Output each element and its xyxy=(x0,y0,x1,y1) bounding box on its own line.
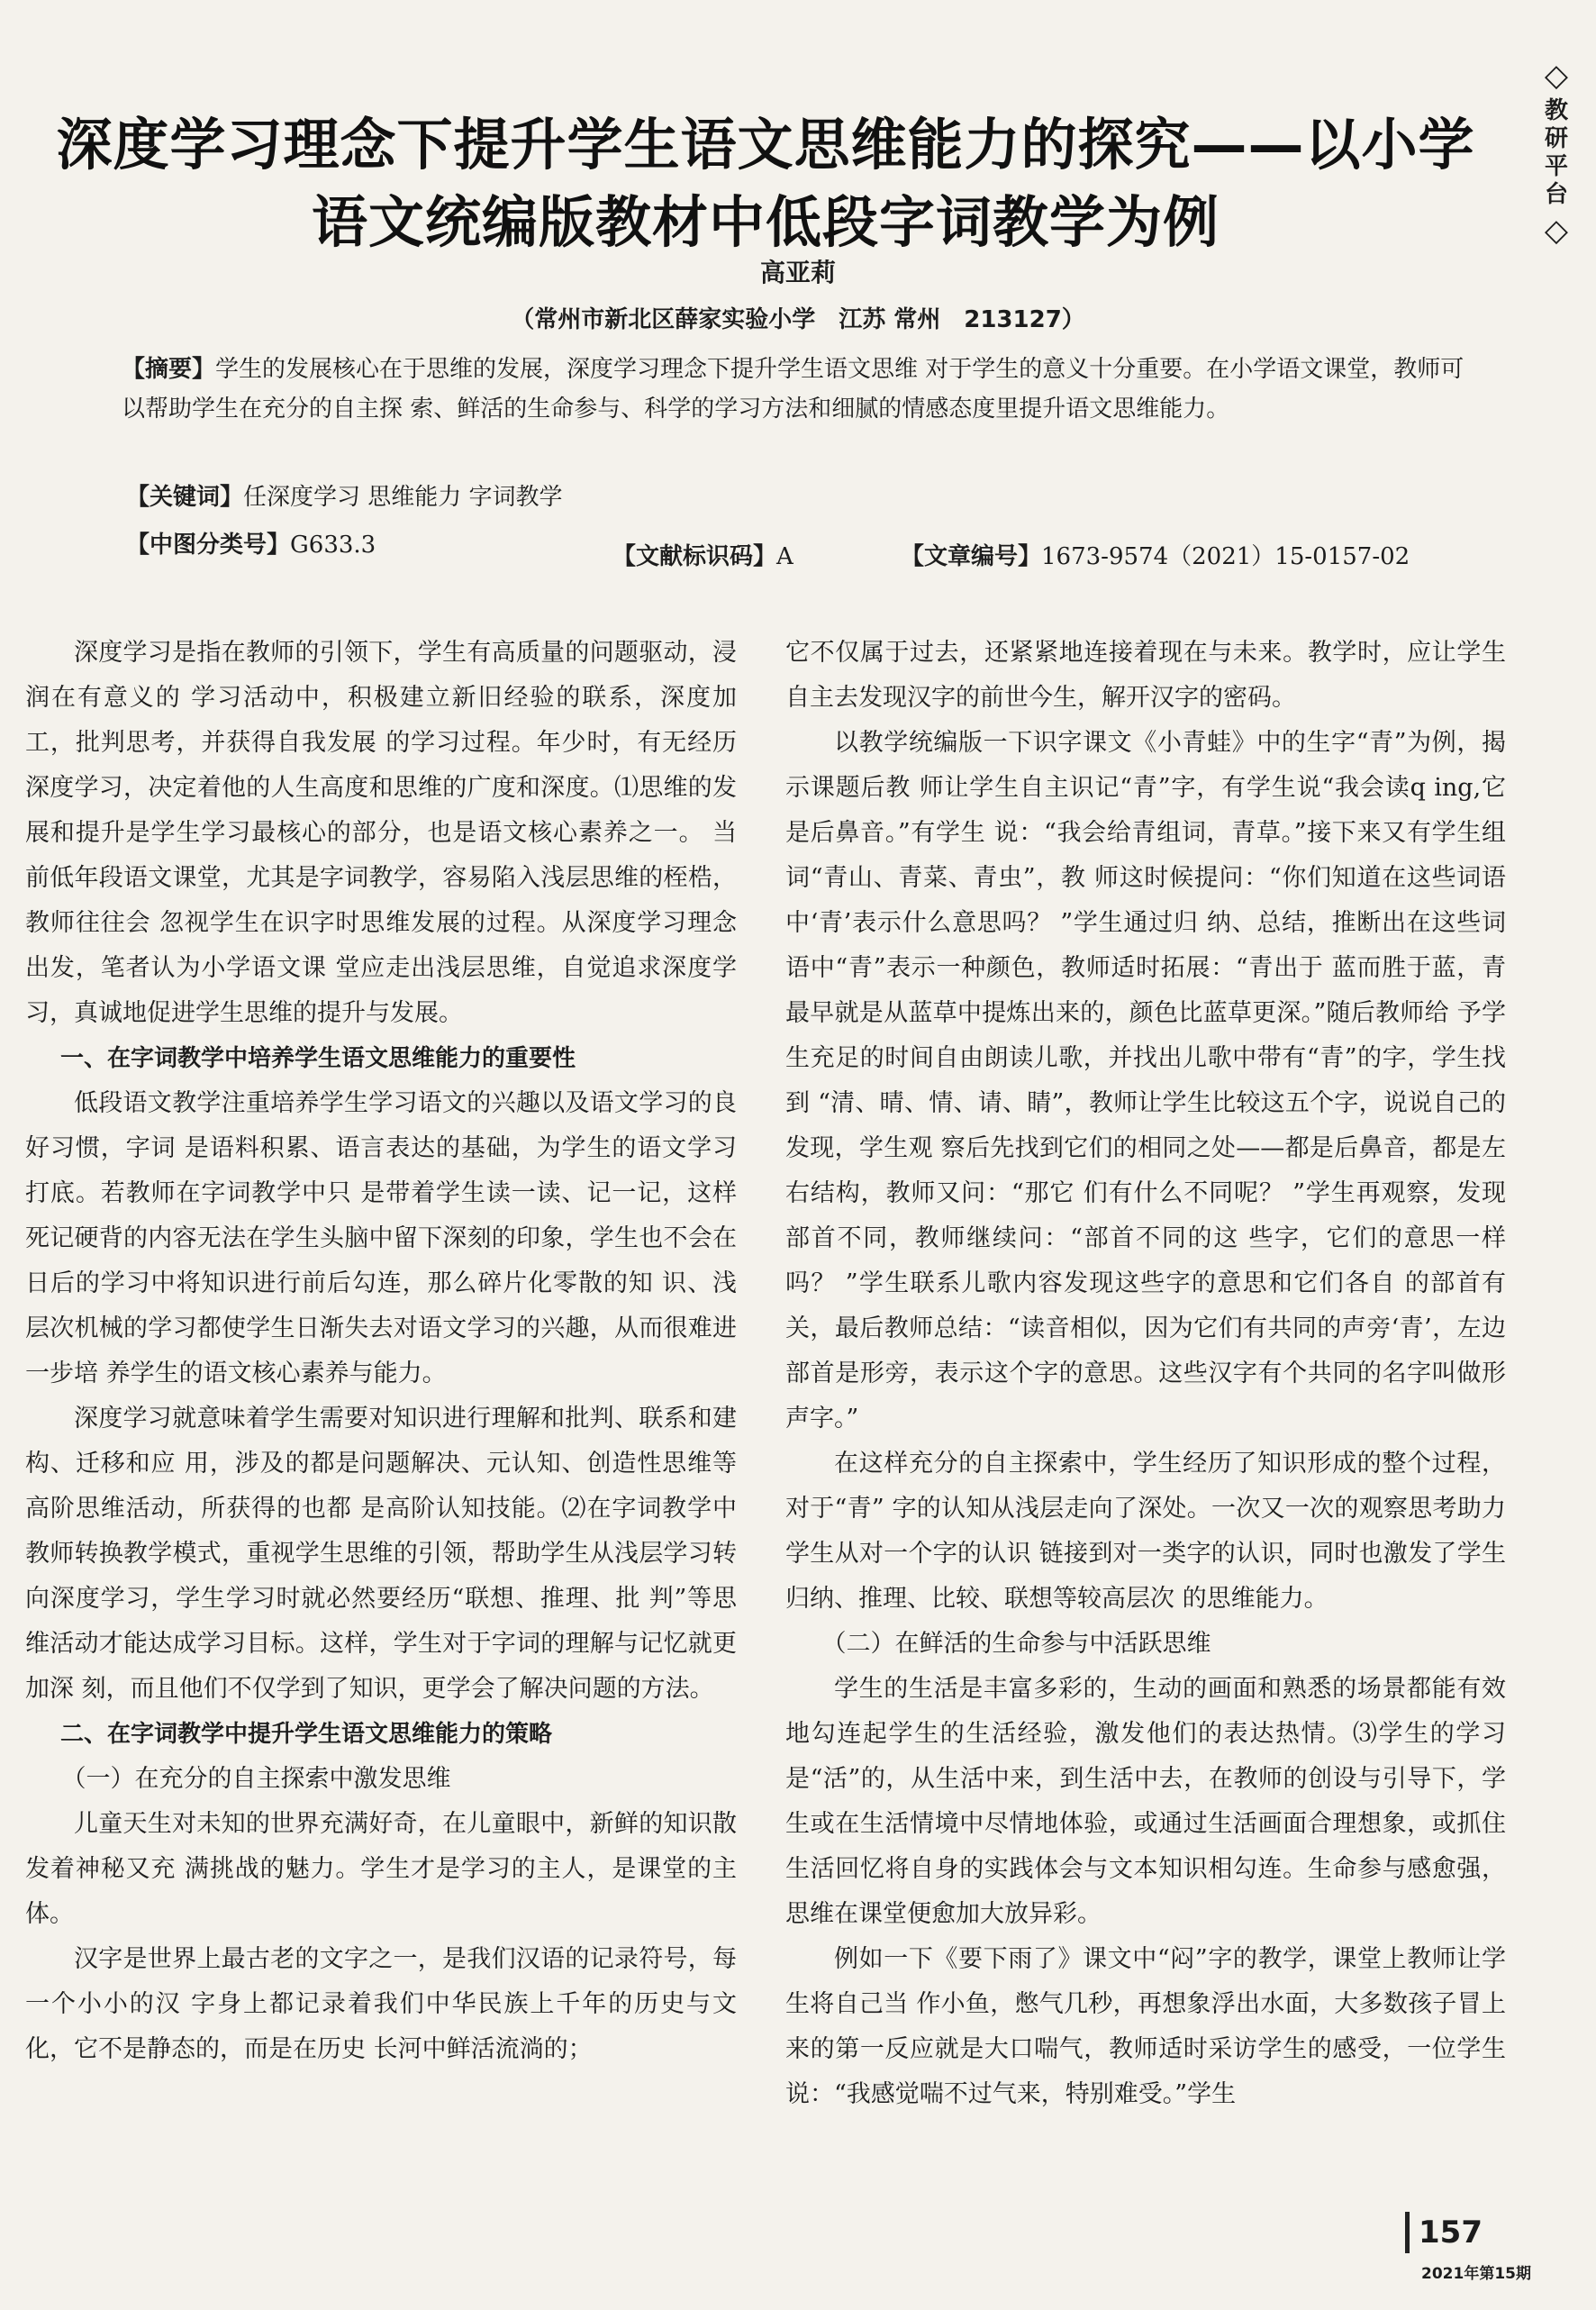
article-title xyxy=(36,106,1495,261)
affiliation: （常州市新北区薛家实验小学 江苏 常州 213127） xyxy=(511,306,1085,333)
paragraph: 学生的生活是丰富多彩的，生动的画面和熟悉的场景都能有效地勾连起学生的生活经验，激发他们的表达热情。⑶学生的学习是“活”的，从生活中来，到生活中去，在教师的创设与引导下，学生或在生活情境中尽情地体验，或通过生活画面合理想象，或抓住生活回忆将自身的实践体会与文本知识相勾连。生命参与感愈强，思维在课堂便愈加大放异彩。 xyxy=(785,1675,1506,1928)
paragraph: 儿童天生对未知的世界充满好奇，在儿童眼中，新鲜的知识散发着神秘又充 满挑战的魅力。学生才是学习的主人，是课堂的主体。 xyxy=(25,1810,737,1928)
classification xyxy=(126,527,376,563)
left-column xyxy=(25,631,737,2072)
diamond-icon: ◇ xyxy=(1544,58,1569,94)
subsection-heading: （一）在充分的自主探索中激发思维 xyxy=(61,1765,451,1793)
classification-label: 【中图分类号】 xyxy=(126,532,291,559)
section-tab xyxy=(1533,58,1580,249)
article-number-value: 1673-9574（2021）15-0157-02 xyxy=(1041,543,1410,570)
keywords-text: 任深度学习 思维能力 字词教学 xyxy=(243,484,563,511)
issue-label: 2021年第15期 xyxy=(1421,2265,1531,2283)
classification-value: G633.3 xyxy=(290,532,376,559)
keywords xyxy=(126,479,563,515)
paragraph: 深度学习就意味着学生需要对知识进行理解和批判、联系和建构、迁移和应 用，涉及的都是问题解决、元认知、创造性思维等高阶思维活动，所获得的也都 是高阶认知技能。⑵在字词教学中教师转换教学模式，重视学生思维的引领，帮助学生从浅层学习转向深度学习，学生学习时就必然要经历“联想、推理、批 判”等思维活动才能达成学习目标。这样，学生对于字词的理解与记忆就更加深 刻，而且他们不仅学到了知识，更学会了解决问题的方法。 xyxy=(25,1405,737,1703)
article-number-label: 【文章编号】 xyxy=(901,543,1042,570)
document-code-value: A xyxy=(776,543,793,570)
paragraph: 它不仅属于过去，还紧紧地连接着现在与未来。教学时，应让学生自主去发现汉字的前世今生，解开汉字的密码。 xyxy=(785,639,1506,712)
paragraph: 深度学习是指在教师的引领下，学生有高质量的问题驱动，浸润在有意义的 学习活动中，积极建立新旧经验的联系，深度加工，批判思考，并获得自我发展 的学习过程。年少时，有无经历深度学习，决定着他的人生高度和思维的广度和深度。⑴思维的发展和提升是学生学习最核心的部分，也是语文核心素养之一。 当前低年段语文课堂，尤其是字词教学，容易陷入浅层思维的桎梏，教师往往会 忽视学生在识字时思维发展的过程。从深度学习理念出发，笔者认为小学语文课 堂应走出浅层思维，自觉追求深度学习，真诚地促进学生思维的提升与发展。 xyxy=(25,639,737,1027)
paragraph: 汉字是世界上最古老的文字之一，是我们汉语的记录符号，每一个小小的汉 字身上都记录着我们中华民族上千年的历史与文化，它不是静态的，而是在历史 长河中鲜活流淌的； xyxy=(25,1945,737,2063)
title-line-1: 深度学习理念下提升学生语文思维能力的探究——以小学 xyxy=(56,112,1475,177)
section-tab-label: 教研平台 xyxy=(1544,97,1568,208)
author: 高亚莉 xyxy=(759,258,836,287)
abstract-label: 【摘要】 xyxy=(122,356,216,383)
paragraph: 以教学统编版一下识字课文《小青蛙》中的生字“青”为例，揭示课题后教 师让学生自主识记“青”字，有学生说“我会读q ing,它是后鼻音。”有学生 说：“我会给青组词，青草。”接下来又有学生组词“青山、青菜、青虫”，教 师这时候提问：“你们知道在这些词语中‘青’表示什么意思吗？ ”学生通过归 纳、总结，推断出在这些词语中“青”表示一种颜色，教师适时拓展：“青出于 蓝而胜于蓝，青最早就是从蓝草中提炼出来的，颜色比蓝草更深。”随后教师给 予学生充足的时间自由朗读儿歌，并找出儿歌中带有“青”的字，学生找到 “清、晴、情、请、睛”，教师让学生比较这五个字，说说自己的发现，学生观 察后先找到它们的相同之处——都是后鼻音，都是左右结构，教师又问：“那它 们有什么不同呢？ ”学生再观察，发现部首不同，教师继续问：“部首不同的这 些字，它们的意思一样吗？ ”学生联系儿歌内容发现这些字的意思和它们各自 的部首有关，最后教师总结：“读音相似，因为它们有共同的声旁‘青’，左边 部首是形旁，表示这个字的意思。这些汉字有个共同的名字叫做形声字。” xyxy=(785,729,1506,1432)
article-number xyxy=(901,539,1410,575)
abstract-text: 学生的发展核心在于思维的发展，深度学习理念下提升学生语文思维 对于学生的意义十分重要。在小学语文课堂，教师可以帮助学生在充分的自主探 索、鲜活的生命参与、科学的学习方法和细腻的情感态度里提升语文思维能力。 xyxy=(122,356,1465,423)
right-column xyxy=(785,631,1506,2117)
paragraph: 在这样充分的自主探索中，学生经历了知识形成的整个过程，对于“青” 字的认知从浅层走向了深处。一次又一次的观察思考助力学生从对一个字的认识 链接到对一类字的认识，同时也激发了学生归纳、推理、比较、联想等较高层次 的思维能力。 xyxy=(785,1450,1506,1613)
page-number: 157 xyxy=(1405,2212,1527,2253)
section-heading: 二、在字词教学中提升学生语文思维能力的策略 xyxy=(60,1721,553,1748)
keywords-label: 【关键词】 xyxy=(126,484,244,511)
section-heading: 一、在字词教学中培养学生语文思维能力的重要性 xyxy=(60,1045,576,1072)
subsection-heading: （二）在鲜活的生命参与中活跃思维 xyxy=(821,1630,1211,1658)
paragraph: 例如一下《要下雨了》课文中“闷”字的教学，课堂上教师让学生将自己当 作小鱼，憋气几秒，再想象浮出水面，大多数孩子冒上来的第一反应就是大口喘气，教师适时采访学生的感受，一位学生说：“我感觉喘不过气来，特别难受。”学生 xyxy=(785,1945,1506,2108)
document-code-label: 【文献标识码】 xyxy=(612,543,777,570)
diamond-icon: ◇ xyxy=(1544,213,1569,249)
paragraph: 低段语文教学注重培养学生学习语文的兴趣以及语文学习的良好习惯，字词 是语料积累、语言表达的基础，为学生的语文学习打底。若教师在字词教学中只 是带着学生读一读、记一记，这样死记硬背的内容无法在学生头脑中留下深刻的印象，学生也不会在日后的学习中将知识进行前后勾连，那么碎片化零散的知 识、浅层次机械的学习都使学生日渐失去对语文学习的兴趣，从而很难进一步培 养学生的语文核心素养与能力。 xyxy=(25,1089,737,1387)
abstract xyxy=(122,350,1473,429)
title-line-2: 语文统编版教材中低段字词教学为例 xyxy=(311,189,1220,255)
document-code xyxy=(612,539,793,575)
